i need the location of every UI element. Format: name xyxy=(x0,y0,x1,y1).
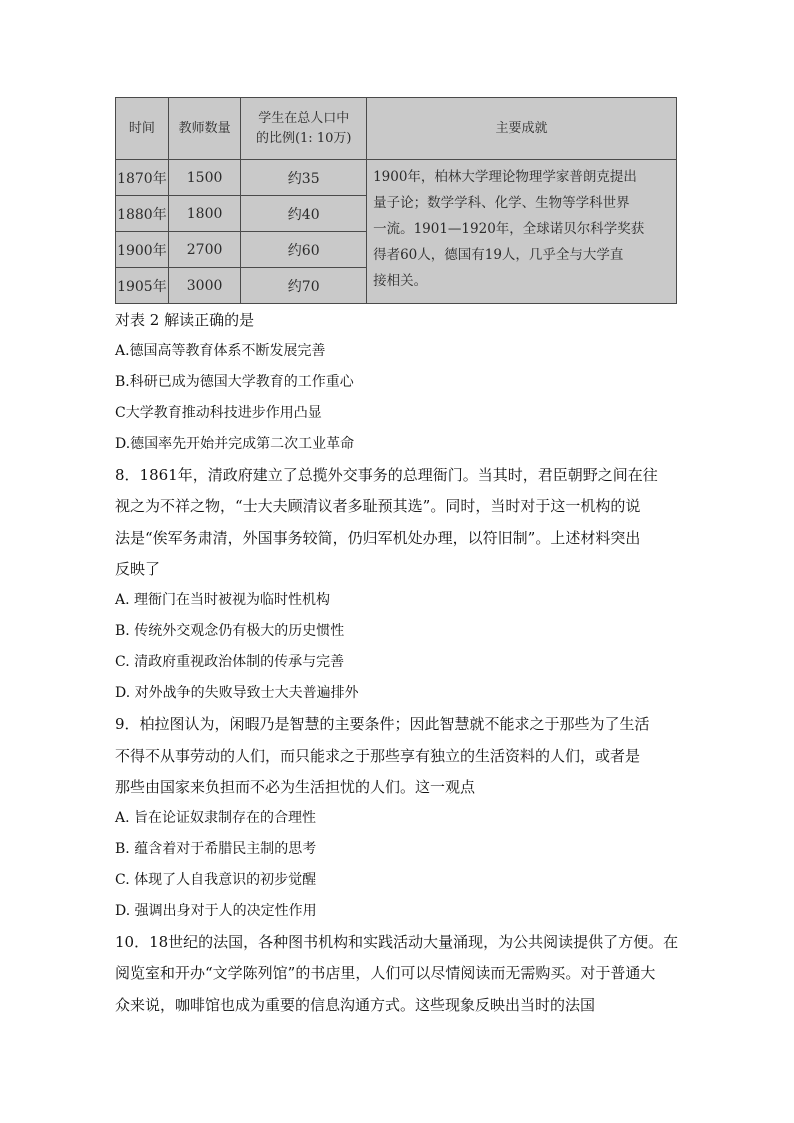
achievement-line: 接相关。 xyxy=(373,273,428,289)
q8-stem-line: 法是“俟军务肃清，外国事务较简，仍归军机处办理，以符旧制”。上述材料突出 xyxy=(115,529,641,547)
q9-stem-line: 不得不从事劳动的人们，而只能求之于那些享有独立的生活资料的人们，或者是 xyxy=(115,747,641,765)
q8-option-d: D. 对外战争的失败导致士大夫普遍排外 xyxy=(115,685,359,701)
cell-year: 1905年 xyxy=(116,268,169,304)
cell-teachers: 3000 xyxy=(168,268,241,304)
q7-option-c: C大学教育推动科技进步作用凸显 xyxy=(115,405,322,421)
q8-option-c: C. 清政府重视政治体制的传承与完善 xyxy=(115,654,345,670)
q8-option-b: B. 传统外交观念仍有极大的历史惯性 xyxy=(115,623,345,639)
q9-option-a: A. 旨在论证奴隶制存在的合理性 xyxy=(115,810,317,826)
table-row xyxy=(116,160,677,196)
q8-stem-line: 反映了 xyxy=(115,560,161,578)
q9-stem-line: 9．柏拉图认为，闲暇乃是智慧的主要条件；因此智慧就不能求之于那些为了生活 xyxy=(115,715,650,733)
cell-ratio: 约70 xyxy=(241,268,367,304)
q10-stem-line: 众来说，咖啡馆也成为重要的信息沟通方式。这些现象反映出当时的法国 xyxy=(115,996,596,1014)
cell-year: 1870年 xyxy=(116,160,169,196)
header-ratio xyxy=(241,98,367,160)
cell-ratio: 约60 xyxy=(241,232,367,268)
cell-year: 1880年 xyxy=(116,196,169,232)
q8-option-a: A. 理衙门在当时被视为临时性机构 xyxy=(115,592,331,608)
q9-option-c: C. 体现了人自我意识的初步觉醒 xyxy=(115,872,317,888)
q9-stem-line: 那些由国家来负担而不必为生活担忧的人们。这一观点 xyxy=(115,778,476,796)
header-ratio-line2: 的比例(1: 10万) xyxy=(255,130,352,146)
cell-achievements xyxy=(367,160,677,304)
q7-option-b: B.科研已成为德国大学教育的工作重心 xyxy=(115,374,354,390)
q9-option-d: D. 强调出身对于人的决定性作用 xyxy=(115,903,317,919)
header-teachers: 教师数量 xyxy=(168,98,241,160)
q10-stem-line: 阅览室和开办“文学陈列馆”的书店里，人们可以尽情阅读而无需购买。对于普通大 xyxy=(115,964,656,982)
q8-stem-line: 视之为不祥之物，“士大夫顾清议者多耻预其选”。同时，当时对于这一机构的说 xyxy=(115,497,641,515)
header-ratio-line1: 学生在总人口中 xyxy=(258,110,350,126)
q7-option-a: A.德国高等教育体系不断发展完善 xyxy=(115,343,326,359)
header-time: 时间 xyxy=(116,98,169,160)
cell-teachers: 1800 xyxy=(168,196,241,232)
achievement-line: 1900年，柏林大学理论物理学家普朗克提出 xyxy=(373,169,637,185)
cell-ratio: 约40 xyxy=(241,196,367,232)
q10-stem-line: 10．18世纪的法国，各种图书机构和实践活动大量涌现，为公共阅读提供了方便。在 xyxy=(115,933,679,951)
cell-ratio: 约35 xyxy=(241,160,367,196)
cell-year: 1900年 xyxy=(116,232,169,268)
q9-option-b: B. 蕴含着对于希腊民主制的思考 xyxy=(115,841,317,857)
achievement-line: 得者60人，德国有19人，几乎全与大学直 xyxy=(373,247,624,263)
q8-stem-line: 8．1861年，清政府建立了总揽外交事务的总理衙门。当其时，君臣朝野之间在往 xyxy=(115,466,658,484)
q7-stem: 对表 2 解读正确的是 xyxy=(115,311,255,329)
cell-teachers: 1500 xyxy=(168,160,241,196)
achievement-line: 量子论；数学学科、化学、生物等学科世界 xyxy=(373,195,630,211)
table-header-row xyxy=(116,98,677,160)
cell-teachers: 2700 xyxy=(168,232,241,268)
achievement-line: 一流。1901—1920年，全球诺贝尔科学奖获 xyxy=(373,221,645,237)
q7-option-d: D.德国率先开始并完成第二次工业革命 xyxy=(115,436,355,452)
achievement-table xyxy=(115,97,677,304)
header-achievements: 主要成就 xyxy=(367,98,677,160)
